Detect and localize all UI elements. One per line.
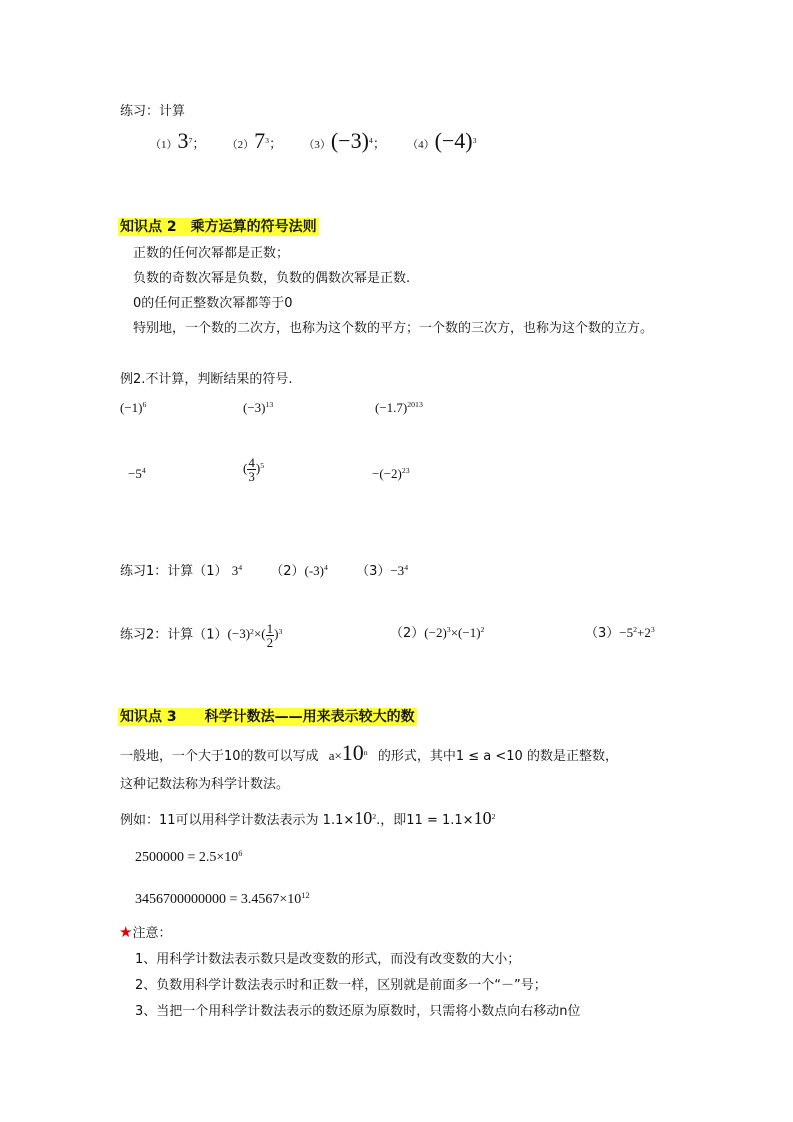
example2-expr-6: $-(-2)^{23}$ [372,466,410,481]
practice-item-4: $(4)(-4)^3$ [407,128,477,153]
rule-1: 正数的任何次幂都是正数； [133,246,290,261]
section3-para1: 一般地，一个大于10的数可以写成 $a\times 10^n$ 的形式，其中1 ≤ a <10 的数是正整数， [120,740,618,765]
practice-item-3: $(3)(-3)^4$； [303,128,386,153]
example2-expr-1: $(-1)^6$ [120,400,147,415]
exercise1: 练习1：计算（1） $3^4$ $(2)(-3)^4$ $(3)-3^4$ [120,563,409,579]
note-2: 2、负数用科学计数法表示时和正数一样，区别就是前面多一个“－”号； [135,978,547,993]
example2-expr-3: $(-1.7)^{2013}$ [375,400,423,415]
practice-title: 练习：计算 [120,104,186,119]
practice-item-1: $(1)3^7$； [150,128,206,153]
rule-3: 0的任何正整数次幂都等于0 [133,296,293,311]
exercise2: 练习2：计算$(1)(-3)^2\times$( $\frac{1}{2}$ )$^3$ [120,621,283,650]
example2-expr-4: $-5^4$ [128,466,146,481]
section3-heading: 知识点 3 科学计数法——用来表示较大的数 [120,709,415,725]
section3-eq2: $3456700000000 = 3.4567\times 10^{12}$ [135,890,310,907]
fraction: $\frac{4}{3}$ [248,455,255,484]
rule-4: 特别地，一个数的二次方，也称为这个数的平方；一个数的三次方，也称为这个数的立方。 [133,321,654,336]
note-3: 3、当把一个用科学计数法表示的数还原为原数时，只需将小数点向右移动n位 [135,1004,581,1019]
fraction: $\frac{1}{2}$ [266,621,274,650]
section2-heading: 知识点 2 乘方运算的符号法则 [120,219,317,235]
note-header: ★注意： [119,923,172,941]
section3-eq1: $2500000 = 2.5\times 10^6$ [135,848,243,865]
practice-item-2: $(2)7^3$； [226,128,283,153]
section3-example: 例如：11可以用科学计数法表示为 $1.1\times 10^2$.，即$11 = 1.1\times 10^2$ [120,808,496,828]
exercise2-part3: $(3)-5^2+2^3$ [585,625,655,641]
section3-para2: 这种记数法称为科学计数法。 [120,777,290,792]
note-1: 1、用科学计数法表示数只是改变数的形式，而没有改变数的大小； [135,952,521,967]
practice-items [150,128,477,154]
example2-expr-5: ( $\frac{4}{3}$ )$^5$ [243,455,265,484]
example2-title: 例2.不计算，判断结果的符号. [120,372,293,387]
example2-expr-2: $(-3)^{13}$ [243,400,274,415]
rule-2: 负数的奇数次幂是负数，负数的偶数次幂是正数. [133,271,411,286]
star-icon: ★ [119,923,133,941]
exercise2-part2: $(2)(-2)^3\times(-1)^2$ [390,625,485,641]
